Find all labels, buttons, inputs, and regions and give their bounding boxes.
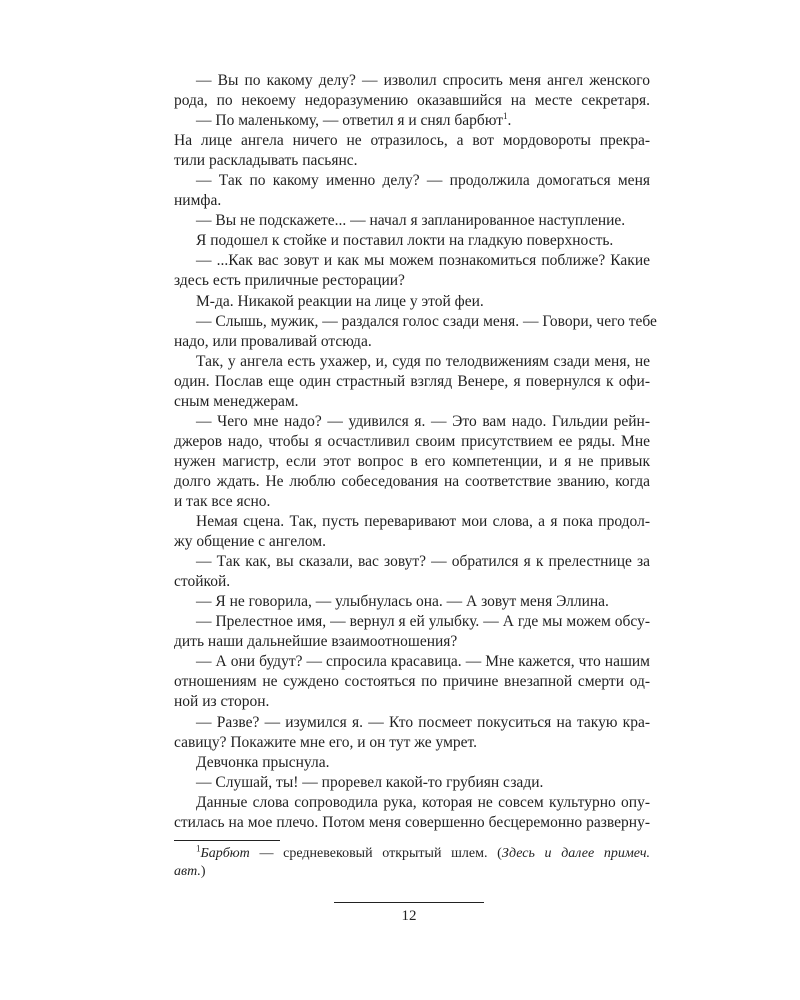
text-line: — Прелестное имя, — вернул я ей улыбку. — А где мы можем обсу- [196,613,650,631]
text-line: савицу? Покажите мне его, и он тут же умрет. [174,733,478,751]
text-line-segment: — По маленькому, — ответил я и снял барбют [196,112,503,130]
text-line: нужен магистр, если этот вопрос в его компетенции, и я не привык [174,452,650,470]
text-line: нимфа. [174,192,222,210]
text-line: — Чего мне надо? — удивился я. — Это вам надо. Гильдии рейн- [196,412,650,430]
text-line: — Вы не подскажете... — начал я запланированное наступление. [196,212,626,230]
text-line: долго ждать. Не люблю собеседования на соответствие званию, когда [174,472,650,490]
text-line: жу общение с ангелом. [174,533,326,551]
text-line: стойкой. [174,573,231,591]
text-line: Данные слова сопроводила рука, которая не совсем культурно опу- [196,793,650,811]
text-line: стилась на мое плечо. Потом меня совершенно бесцеремонно разверну- [174,813,650,831]
text-line: — Слушай, ты! — проревел какой-то грубиян сзади. [196,773,544,791]
text-line: джеров надо, чтобы я осчастливил своим присутствием ее ряды. Мне [174,432,650,450]
text-line: — Слышь, мужик, — раздался голос сзади меня. — Говори, чего тебе [196,312,657,330]
text-line: здесь есть приличные ресторации? [174,272,405,290]
footnote-term: Барбют [200,846,250,861]
text-line: сным менеджерам. [174,392,299,410]
footnote-closing: ) [200,864,206,879]
footnote-note-author: авт. [174,864,201,879]
text-line: — А они будут? — спросила красавица. — Мне кажется, что нашим [196,653,650,671]
text-line: — Вы по какому делу? — изволил спросить меня ангел женского [196,72,650,89]
footnote-definition: — средневековый открытый шлем. ( [249,846,502,861]
text-line: — Так как, вы сказали, вас зовут? — обратился я к прелестнице за [196,553,650,571]
page-number: 12 [401,908,417,924]
text-line: — Так по какому именно делу? — продолжила домогаться меня [196,172,650,190]
text-line: Немая сцена. Так, пусть переваривают мои слова, а я пока продол- [196,513,650,531]
footnote-line [174,863,650,881]
text-line: ной из сторон. [174,693,270,711]
text-line: — ...Как вас зовут и как мы можем познакомиться поближе? Какие [196,252,650,270]
text-line: — Разве? — изумился я. — Кто посмеет покуситься на такую кра- [196,713,650,731]
text-line: Девчонка прыснула. [196,753,330,771]
text-line: рода, по некоему недоразумению оказавшийся на месте секретаря. [174,92,650,110]
page-number-divider [334,902,484,903]
footnote-divider [174,840,280,841]
text-line: дить наши дальнейшие взаимоотношения? [174,633,458,651]
footnote-number: 1 [196,843,201,854]
text-line-with-footnote [174,111,650,131]
text-line-punctuation: . [507,112,512,130]
footnote-reference: 1 [502,110,508,121]
footnote-note: Здесь и далее примеч. [501,846,650,861]
text-line: Я подошел к стойке и поставил локти на гладкую поверхность. [196,232,614,250]
main-text [174,71,657,833]
text-line: — Я не говорила, — улыбнулась она. — А зовут меня Эллина. [196,593,609,611]
text-line: надо, или проваливай отсюда. [174,332,372,350]
text-line: отношениям не суждено состояться по причине внезапной смерти од- [174,673,650,691]
footnote [174,845,650,881]
text-line: и так все ясно. [174,492,271,510]
text-line: На лице ангела ничего не отразилось, а вот мордовороты прекра- [174,132,650,150]
footnote-line [174,845,650,863]
text-line: Так, у ангела есть ухажер, и, судя по телодвижениям сзади меня, не [196,352,650,370]
text-line: тили раскладывать пасьянс. [174,152,358,170]
text-line: один. Послав еще один страстный взгляд Венере, я повернулся к офи- [174,372,650,390]
text-line: М-да. Никакой реакции на лице у этой феи. [196,292,484,310]
